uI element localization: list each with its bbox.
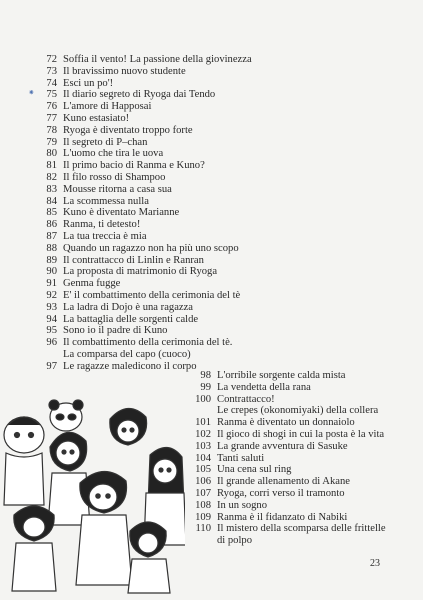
toc-entry	[35, 302, 252, 314]
toc-title: La grande avventura di Sasuke	[217, 440, 348, 452]
toc-number: 89	[46, 254, 57, 266]
page-number: 23	[370, 558, 380, 569]
toc-number: 80	[46, 148, 57, 160]
toc-title: Il grande allenamento di Akane	[217, 476, 350, 488]
character-left	[4, 417, 44, 505]
toc-title: Quando un ragazzo non ha più uno scopo	[63, 242, 239, 254]
toc-entry	[189, 417, 386, 429]
toc-title: Il primo bacio di Ranma e Kuno?	[63, 160, 205, 172]
toc-entry	[189, 500, 386, 512]
character-bottom-center	[76, 471, 132, 585]
toc-title: L'orribile sorgente calda mista	[217, 370, 346, 381]
toc-title: Il bravissimo nuovo studente	[63, 65, 186, 77]
toc-entry	[35, 89, 252, 101]
toc-number: 85	[46, 207, 57, 219]
toc-number: 96	[46, 337, 57, 349]
toc-number: 74	[46, 77, 57, 89]
toc-number: 91	[46, 278, 57, 290]
toc-entry	[35, 160, 252, 172]
toc-title: Una cena sul ring	[217, 464, 292, 476]
toc-number: 87	[46, 230, 57, 242]
toc-number: 103	[195, 440, 211, 452]
toc-entry-continuation	[35, 349, 252, 361]
toc-title: Ryoga è diventato troppo forte	[63, 124, 193, 136]
toc-number: 101	[195, 417, 211, 429]
toc-number: 83	[46, 183, 57, 195]
toc-number: 109	[195, 511, 211, 523]
toc-number: 81	[46, 160, 57, 172]
toc-number: 105	[195, 464, 211, 476]
toc-entry	[35, 325, 252, 337]
toc-entry	[189, 488, 386, 500]
toc-title: Ranma è diventato un donnaiolo	[217, 417, 355, 429]
toc-title: Il mistero della scomparsa delle frittelle	[217, 523, 386, 535]
toc-number: 92	[46, 289, 57, 301]
toc-title: Ryoga, corri verso il tramonto	[217, 487, 345, 499]
toc-title: di polpo	[217, 535, 253, 547]
toc-entry	[35, 196, 252, 208]
toc-number: 98	[200, 370, 211, 381]
toc-entry	[35, 78, 252, 90]
toc-title: L'uomo che tira le uova	[63, 148, 164, 160]
toc-title: Soffia il vento! La passione della giovinezza	[63, 54, 252, 65]
toc-number: 76	[46, 101, 57, 113]
toc-entry	[35, 125, 252, 137]
toc-entry-continuation	[189, 535, 386, 547]
toc-entry	[35, 113, 252, 125]
toc-entry-continuation	[189, 405, 386, 417]
toc-entry	[35, 137, 252, 149]
toc-entry	[35, 231, 252, 243]
character-center	[48, 432, 90, 525]
toc-title: Il segreto di P–chan	[63, 136, 148, 148]
toc-number: 94	[46, 313, 57, 325]
toc-title: La tua treccia è mia	[63, 230, 147, 242]
toc-entry	[35, 172, 252, 184]
toc-entry	[189, 370, 386, 382]
toc-entry	[35, 255, 252, 267]
toc-title: La battaglia delle sorgenti calde	[63, 313, 199, 325]
toc-title: La ladra di Dojo è una ragazza	[63, 301, 193, 313]
toc-title: Le crepes (okonomiyaki) della collera	[217, 405, 379, 417]
character-bottom-left	[12, 506, 56, 591]
toc-list-bottom	[189, 370, 386, 547]
toc-title: Le ragazze maledicono il corpo	[63, 360, 197, 372]
toc-title: Genma fugge	[63, 278, 121, 290]
toc-title: La vendetta della rana	[217, 381, 311, 393]
toc-title: Sono io il padre di Kuno	[63, 325, 168, 337]
toc-number: 78	[46, 124, 57, 136]
toc-entry	[35, 243, 252, 255]
toc-title: Il diario segreto di Ryoga dai Tendo	[63, 89, 216, 101]
toc-entry	[35, 54, 252, 66]
toc-title: Kuno estasiato!	[63, 112, 130, 124]
toc-entry	[35, 337, 252, 349]
toc-entry	[189, 523, 386, 535]
toc-entry	[35, 219, 252, 231]
toc-number: 99	[200, 381, 211, 393]
toc-entry	[189, 512, 386, 524]
toc-entry	[189, 464, 386, 476]
toc-title: Esci un po'!	[63, 77, 114, 89]
toc-number: 84	[46, 195, 57, 207]
toc-title: La proposta di matrimonio di Ryoga	[63, 266, 218, 278]
toc-number: 104	[195, 452, 211, 464]
toc-title: E' il combattimento della cerimonia del tè	[63, 289, 241, 301]
toc-title: Kuno è diventato Marianne	[63, 207, 180, 219]
toc-entry	[35, 290, 252, 302]
pen-mark-icon: ⁕	[28, 88, 35, 97]
toc-title: La scommessa nulla	[63, 195, 149, 207]
toc-entry	[189, 382, 386, 394]
toc-number: 77	[46, 112, 57, 124]
toc-entry	[35, 207, 252, 219]
toc-title: Il combattimento della cerimonia del tè.	[63, 337, 233, 349]
toc-entry	[35, 314, 252, 326]
toc-entry	[35, 148, 252, 160]
toc-entry	[35, 278, 252, 290]
toc-entry	[189, 476, 386, 488]
toc-title: Il filo rosso di Shampoo	[63, 171, 166, 183]
character-top-right	[110, 408, 147, 445]
toc-number: 86	[46, 219, 57, 231]
toc-title: Il contrattacco di Linlin e Ranran	[63, 254, 204, 266]
toc-entry	[35, 266, 252, 278]
toc-entry	[35, 101, 252, 113]
toc-number: 110	[195, 523, 211, 535]
toc-number: 72	[46, 54, 57, 65]
toc-entry	[189, 394, 386, 406]
toc-number: 88	[46, 242, 57, 254]
toc-title: In un sogno	[217, 499, 268, 511]
toc-title: La comparsa del capo (cuoco)	[63, 348, 191, 360]
toc-entry	[35, 184, 252, 196]
toc-entry	[35, 66, 252, 78]
toc-number: 79	[46, 136, 57, 148]
toc-number: 73	[46, 65, 57, 77]
toc-number: 97	[46, 360, 57, 372]
manga-illustration	[0, 395, 185, 595]
toc-title: Contrattacco!	[217, 393, 275, 405]
toc-entry	[189, 429, 386, 441]
character-panda	[49, 400, 83, 431]
toc-title: Ranma è il fidanzato di Nabiki	[217, 511, 348, 523]
toc-number: 108	[195, 499, 211, 511]
toc-list-top	[35, 54, 252, 373]
toc-entry	[189, 441, 386, 453]
toc-number: 95	[46, 325, 57, 337]
toc-title: Il gioco di shogi in cui la posta è la vita	[217, 428, 385, 440]
toc-number: 107	[195, 487, 211, 499]
toc-title: Tanti saluti	[217, 452, 265, 464]
toc-number: 93	[46, 301, 57, 313]
toc-number: 82	[46, 171, 57, 183]
toc-title: Ranma, ti detesto!	[63, 219, 141, 231]
toc-entry	[189, 453, 386, 465]
toc-title: Mousse ritorna a casa sua	[63, 183, 172, 195]
toc-number: 90	[46, 266, 57, 278]
toc-title: L'amore di Happosai	[63, 101, 152, 113]
toc-number: 75	[46, 89, 57, 101]
toc-number: 100	[195, 393, 211, 405]
toc-number: 106	[195, 476, 211, 488]
toc-number: 102	[195, 428, 211, 440]
character-bottom-right	[128, 522, 170, 593]
